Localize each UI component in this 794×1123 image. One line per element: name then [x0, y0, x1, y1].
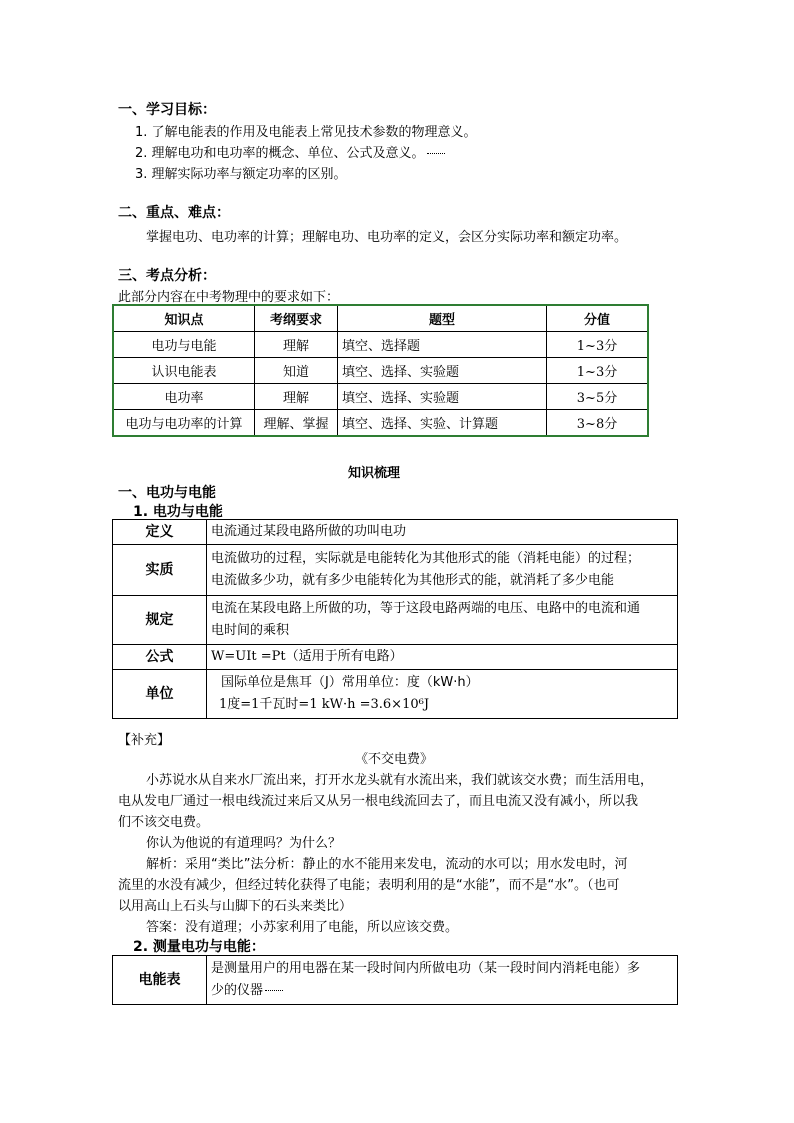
supplement-analysis-line: 解析：采用“类比”法分析：静止的水不能用来发电，流动的水可以；用水发电时，河: [146, 857, 628, 872]
header-requirement: 考纲要求: [255, 305, 338, 332]
cell: 理解、掌握: [255, 410, 338, 437]
row-value-line: W=UIt =Pt（适用于所有电路）: [211, 649, 403, 664]
row-value-line-text: 少的仪器: [211, 983, 264, 998]
goal-item-2-text: 2. 理解电功和电功率的概念、单位、公式及意义。: [135, 146, 425, 161]
sub2-heading: 2. 测量电功与电能：: [133, 939, 265, 955]
cell: 知道: [255, 358, 338, 384]
row-value-line: 电流做多少功，就有多少电能转化为其他形式的能，就消耗了多少电能: [211, 573, 615, 588]
cell: 电功与电功率的计算: [113, 410, 255, 437]
table-row: [113, 520, 678, 545]
table-row: [113, 332, 648, 358]
cell: 1~3分: [547, 358, 649, 384]
table-row: [113, 670, 678, 719]
table-row: [113, 956, 678, 1005]
meter-table: [112, 955, 678, 1005]
row-value-line: 国际单位是焦耳（J）常用单位：度（kW·h）: [221, 675, 479, 690]
cell: 填空、选择、实验题: [338, 384, 547, 410]
cell: 1~3分: [547, 332, 649, 358]
row-value-line: 电时间的乘积: [211, 623, 290, 638]
cell: 理解: [255, 384, 338, 410]
row-value: [207, 596, 678, 645]
dotted-mark: [265, 990, 283, 991]
row-value: [207, 645, 678, 670]
header-score: 分值: [547, 305, 649, 332]
table-header-row: [113, 305, 648, 332]
supplement-analysis-line: 以用高山上石头与山脚下的石头来类比）: [118, 899, 353, 914]
row-value-line: 1度=1千瓦时=1 kW·h =3.6×10⁶J: [219, 697, 430, 712]
row-key: 定义: [113, 520, 207, 545]
cell: 填空、选择题: [338, 332, 547, 358]
row-key: 实质: [113, 545, 207, 596]
supplement-title: 《不交电费》: [355, 752, 434, 767]
row-key: 电能表: [113, 956, 207, 1005]
supplement-label: 【补充】: [118, 733, 171, 748]
table-row: [113, 645, 678, 670]
keypoints-text: 掌握电功、电功率的计算；理解电功、电功率的定义，会区分实际功率和额定功率。: [146, 230, 628, 245]
knowledge-title: 知识梳理: [348, 466, 401, 481]
section-heading-keypoints: 二、重点、难点：: [118, 205, 230, 221]
row-key: 规定: [113, 596, 207, 645]
cell: 填空、选择、实验题: [338, 358, 547, 384]
supplement-answer: 答案：没有道理；小苏家利用了电能，所以应该交费。: [146, 920, 459, 935]
supplement-para-line: 们不该交电费。: [118, 815, 210, 830]
dotted-mark: [427, 153, 445, 154]
table-row: [113, 410, 648, 437]
row-value-line: 电流做功的过程，实际就是电能转化为其他形式的能（消耗电能）的过程；: [211, 551, 641, 566]
goal-item-2: [135, 142, 445, 161]
cell: 理解: [255, 332, 338, 358]
row-value: [207, 520, 678, 545]
cell: 填空、选择、实验、计算题: [338, 410, 547, 437]
cell: 3~8分: [547, 410, 649, 437]
row-key: 单位: [113, 670, 207, 719]
row-value: [207, 670, 678, 719]
electric-work-table: [112, 519, 678, 719]
exam-requirements-table: [112, 304, 649, 437]
part1-heading: 一、电功与电能: [118, 485, 216, 501]
cell: 电功与电能: [113, 332, 255, 358]
header-question-type: 题型: [338, 305, 547, 332]
row-key: 公式: [113, 645, 207, 670]
section-heading-exam: 三、考点分析：: [118, 268, 216, 284]
row-value-line: 是测量用户的用电器在某一段时间内所做电功（某一段时间内消耗电能）多: [211, 961, 641, 976]
row-value: [207, 545, 678, 596]
header-knowledge: 知识点: [113, 305, 255, 332]
supplement-analysis-line: 流里的水没有减少，但经过转化获得了电能；表明利用的是“水能”，而不是“水”。（也可: [118, 878, 620, 893]
table-row: [113, 384, 648, 410]
table-row: [113, 545, 678, 596]
row-value-line: 电流通过某段电路所做的功叫电功: [211, 524, 407, 539]
table-row: [113, 358, 648, 384]
goal-item-1: 1. 了解电能表的作用及电能表上常见技术参数的物理意义。: [135, 125, 477, 140]
row-value-line: 电流在某段电路上所做的功，等于这段电路两端的电压、电路中的电流和通: [211, 601, 641, 616]
exam-intro: 此部分内容在中考物理中的要求如下：: [118, 290, 340, 305]
supplement-para-line: 电从发电厂通过一根电线流过来后又从另一根电线流回去了，而且电流又没有减小，所以我: [118, 794, 639, 809]
cell: 电功率: [113, 384, 255, 410]
cell: 认识电能表: [113, 358, 255, 384]
supplement-question: 你认为他说的有道理吗？为什么？: [146, 836, 342, 851]
section-heading-goals: 一、学习目标：: [118, 102, 216, 118]
goal-item-3: 3. 理解实际功率与额定功率的区别。: [135, 167, 347, 182]
supplement-para-line: 小苏说水从自来水厂流出来，打开水龙头就有水流出来，我们就该交水费；而生活用电，: [146, 773, 654, 788]
sub1-heading: 1. 电功与电能: [133, 504, 223, 520]
table-row: [113, 596, 678, 645]
row-value-line: [211, 980, 673, 1002]
cell: 3~5分: [547, 384, 649, 410]
row-value: [207, 956, 678, 1005]
